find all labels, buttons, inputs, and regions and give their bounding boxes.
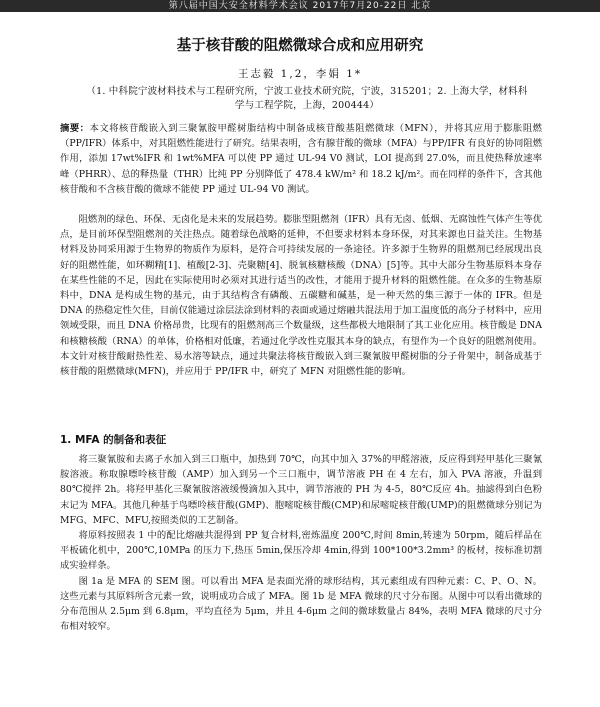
section-heading: 1. MFA 的制备和表征 [60,434,167,446]
abstract [60,121,542,197]
abstract-text: 本文将核苷酸嵌入到三聚氰胺甲醛树脂结构中制备成核苷酸基阻燃微球（MFN），并将其应用于膨胀阻燃（PP/IFR）体系中，对其阻燃性能进行了研究。结果表明，含有腺苷酸的微球（MFA）与PP/IFR 有良好的协同阻燃作用，添加 17wt%IFR 和 1wt%MFA 可以使 PP 通过 UL-94 V0 测试，LOI 提高到 27.0%，而且使热释放速率峰（PHRR）、总的释热量（THR）比纯 PP 分别降低了 478.4 kW/m² 和 18.2 kJ/m²。而在同样的条件下，含其他核苷酸和不含核苷酸的微球不能使 PP 通过 UL-94 V0 测试。 [60,123,542,195]
section-paragraph-3: 图 1a 是 MFA 的 SEM 图。可以看出 MFA 是表面光滑的球形结构，其元素组成有四种元素：C、P、O、N。这些元素与其原料所含元素一致，说明成功合成了 MFA。图 1b 是 MFA 微球的尺寸分布图。从图中可以看出微球的分布范围从 2.5μm 到 6.8μm，平均直径为 5μm，并且 4-6μm 之间的微球数量占 84%，表明 MFA 微球的尺寸分布相对较窄。 [60,575,542,633]
abstract-label: 摘要： [60,123,90,134]
author-affiliation: （1. 中科院宁波材料技术与工程研究所，宁波工业技术研究院，宁波，315201；2. 上海大学，材料科学与工程学院，上海，200444） [86,86,528,111]
paper-title: 基于核苷酸的阻燃微球合成和应用研究 [176,38,424,54]
section-paragraph-2: 将原料按照表 1 中的配比熔融共混得到 PP 复合材料,密炼温度 200℃,时间 8min,转速为 50rpm，随后样品在平板硫化机中，200℃,10MPa 的压力下,热压 5min,保压冷却 4min,得到 100*100*3.2mm³ 的板材，按标准切割成实验样条。 [60,530,542,572]
paper-authors: 王志毅 1,2，李娟 1* [237,68,363,80]
intro-paragraph: 阻燃剂的绿色、环保、无卤化是未来的发展趋势。膨胀型阻燃剂（IFR）具有无卤、低烟、无腐蚀性气体产生等优点，是目前环保型阻燃剂的关注热点。随着绿色战略的延伸，不但要求材料本身环保，对其来源也日益关注。生物基材料及协同采用源于生物界的物质作为原料，是符合可持续发展的一条途径。许多源于生物界的阻燃剂已经展现出良好的阻燃性能，如环糊精[1]、植酸[2-3]、壳聚糖[4]、脱氧核糖核酸（DNA）[5]等。其中大部分生物基原料本身存在某些性能的不足，因此在实际使用时必须对其进行适当的改性，才能用于提升材料的阻燃性能。在众多的生物基原料中，DNA 是构成生物的基元，由于其结构含有磷酸、五碳糖和碱基，是一种天然的集三源于一体的 IFR。但是 DNA 的热稳定性欠佳，目前仅能通过涂层法涂到材料的表面或通过熔融共混法用于加工温度低的高分子材料中，应用领域受限，而且 DNA 价格昂贵，比现有的阻燃剂高三个数量级，这些都极大地限制了其工业化应用。核苷酸是 DNA 和核糖核酸（RNA）的单体，价格相对低廉，若通过化学改性克服其本身的缺点，有望作为一个良好的阻燃剂使用。本文针对核苷酸耐热性差、易水溶等缺点，通过共聚法将核苷酸嵌入到三聚氰胺甲醛树脂的分子骨架中，制备成基于核苷酸的阻燃微球(MFN)，并应用于 PP/IFR 中，研究了 MFN 对阻燃性能的影响。 [60,214,542,378]
section-paragraph-1: 将三聚氰胺和去离子水加入到三口瓶中，加热到 70℃，向其中加入 37%的甲醛溶液，反应得到羟甲基化三聚氰胺溶液。称取腺嘌呤核苷酸（AMP）加入到另一个三口瓶中，调节溶液 PH 在 4 左右，加入 PVA 溶液，升温到 80℃搅拌 2h。将羟甲基化三聚氰胺溶液缓慢滴加入其中，调节溶液的 PH 为 4-5，80℃反应 4h。抽滤得到白色粉末记为 MFA。其他几种基于鸟嘌呤核苷酸(GMP)、胞嘧啶核苷酸(CMP)和尿嘧啶核苷酸(UMP)的阻燃微球分别记为 MFG、MFC、MFU,按照类似的工艺制备。 [60,454,542,526]
section-body [60,452,542,634]
introduction [60,212,542,379]
conference-header: 第八届中国大安全材料学术会议 2017年7月20-22日 北京 [0,0,600,12]
